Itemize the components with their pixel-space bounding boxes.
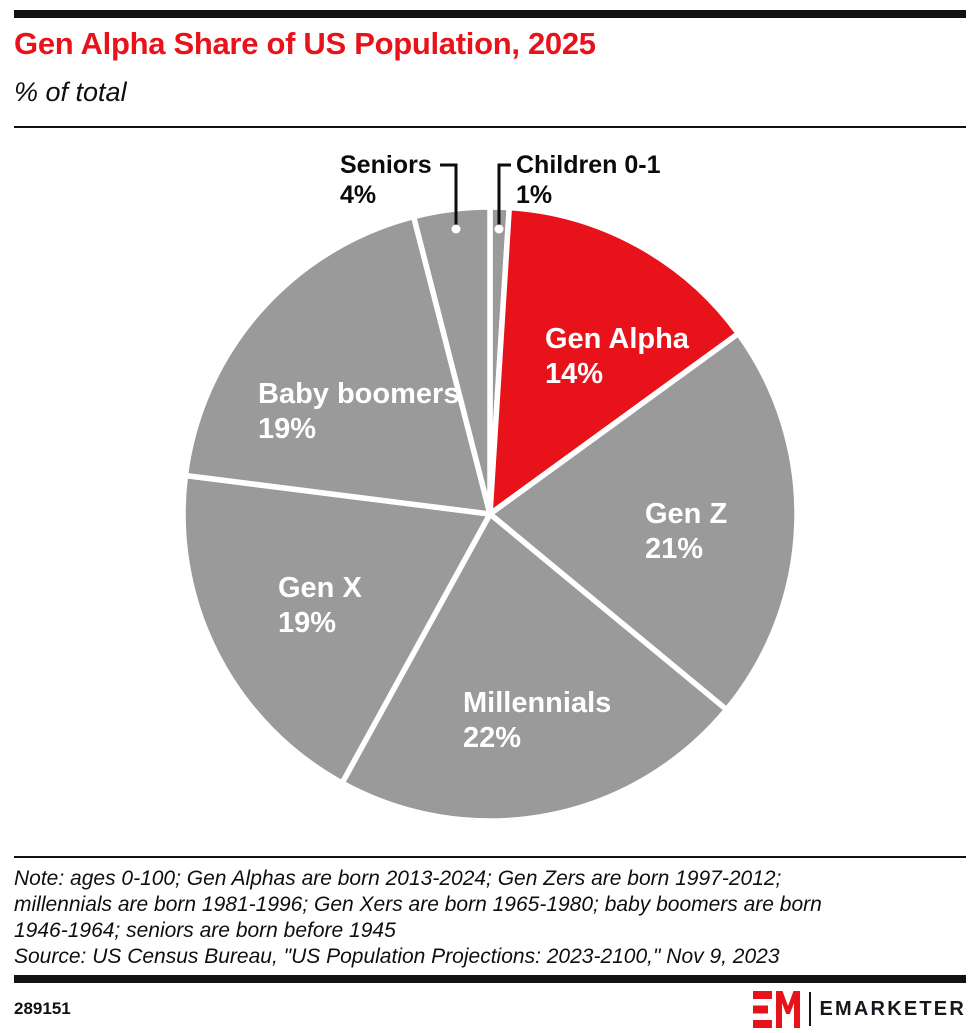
brand-divider [809, 992, 811, 1026]
slice-label-gen-x: Gen X 19% [278, 572, 362, 639]
slice-label-gen-alpha: Gen Alpha 14% [545, 323, 689, 390]
brand-logo [753, 991, 966, 1028]
chart-id: 289151 [14, 999, 71, 1018]
slice-label-baby-boomers: Baby boomers 19% [258, 378, 460, 445]
pie-chart [0, 128, 980, 856]
leader-dot-seniors [452, 225, 461, 234]
leader-dot-children-0-1 [495, 225, 504, 234]
chart-subtitle: % of total [14, 77, 127, 107]
chart-source: Source: US Census Bureau, "US Population Projections: 2023-2100," Nov 9, 2023 [14, 945, 780, 968]
callout-label-seniors: Seniors 4% [340, 151, 432, 209]
note-block [14, 866, 876, 970]
brand-wordmark: EMARKETER [819, 997, 966, 1020]
footer-rule [14, 975, 966, 983]
chart-title: Gen Alpha Share of US Population, 2025 [14, 26, 596, 61]
top-rule [14, 10, 966, 18]
note-divider [14, 856, 966, 858]
slice-label-gen-z: Gen Z 21% [645, 498, 728, 565]
pie-chart-canvas [0, 128, 980, 856]
callout-label-children-0-1: Children 0-1 1% [516, 151, 661, 209]
footer [14, 988, 966, 1030]
chart-note: Note: ages 0-100; Gen Alphas are born 2013-2024; Gen Zers are born 1997-2012; millennials are born 1981-1996; Gen Xers are born 1965-1980; baby boomers are born 1946-1964; seniors are born before 1945 [14, 867, 822, 942]
emarketer-monogram-icon [753, 991, 800, 1028]
slice-label-millennials: Millennials 22% [463, 687, 612, 754]
